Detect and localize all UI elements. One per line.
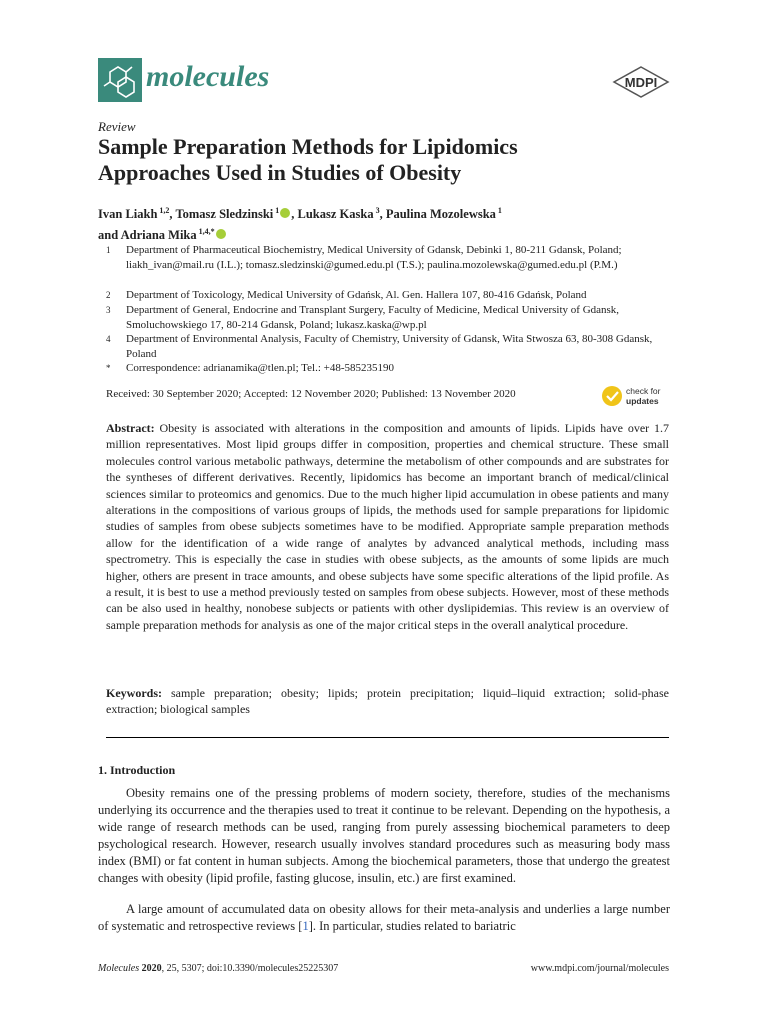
check-for-updates-button[interactable] [600, 383, 672, 414]
svg-text:updates: updates [626, 396, 659, 406]
svg-text:MDPI: MDPI [624, 75, 658, 90]
orcid-icon[interactable] [280, 208, 290, 218]
journal-logo-icon [98, 58, 142, 102]
keywords-label: Keywords: [106, 686, 162, 700]
affiliation-2: 2 Department of Toxicology, Medical University of Gdańsk, Al. Gen. Hallera 107, 80-416 Gdańsk, Poland [106, 289, 587, 301]
author-name: and Adriana Mika [98, 228, 197, 243]
abstract [106, 420, 669, 633]
section-heading: 1. Introduction [98, 763, 176, 777]
article-type: Review [98, 119, 136, 134]
author-affiliation-marker: 1 [273, 206, 280, 215]
divider [106, 737, 669, 738]
author-name: Lukasz Kaska [297, 207, 374, 222]
footer-url[interactable]: www.mdpi.com/journal/molecules [530, 963, 669, 974]
abstract-text: Obesity is associated with alterations in the composition and amounts of lipids. Lipids have over 1.7 million representatives. Most lipid groups differ in composition, properties and chemical structure. These small molecules control various metabolic pathways, determine the metabolism of other compounds and are substrates for the syntheses of different derivatives. Recently, lipidomics has become an important branch of medical/clinical sciences similar to proteomics and genomics. Due to the much higher lipid accumulation in obese patients and many alterations in the compositions of various groups of lipids, the methods used for sample preparations for lipidomic studies of samples from obese subjects sometimes have to be modified. Appropriate sample preparation methods allow for the identification of a wide range of analytes by advanced analytical methods, including mass spectrometry. This is especially the case in studies with obese subjects, as the amounts of some lipids are much higher, others are present in trace amounts, and obese subjects have some specific alterations of the lipid profile. As a result, it is best to use a method previously tested on samples from obese subjects. However, most of these methods can be also used in healthy, nonobese subjects or patients with other dyslipidemias. This review is an overview of sample preparation methods for analysis as one of the major critical steps in the overall analytical procedure. [106, 421, 669, 632]
author-affiliation-marker: 1,2 [157, 206, 170, 215]
affiliation-3: 3 Department of General, Endocrine and Transplant Surgery, Faculty of Medicine, Medical University of Gdansk, Smoluchowskiego 17, 80-214 Gdansk, Poland; lukasz.kaska@wp.pl [106, 304, 620, 331]
correspondence: * Correspondence: adrianamika@tlen.pl; Tel.: +48-585235190 [106, 362, 394, 374]
abstract-label: Abstract: [106, 421, 155, 435]
citation-link[interactable]: 1 [302, 919, 309, 933]
keywords [106, 685, 669, 718]
publication-dates: Received: 30 September 2020; Accepted: 12 November 2020; Published: 13 November 2020 [106, 388, 516, 400]
author-name: Paulina Mozolewska [385, 207, 496, 222]
article-title: Sample Preparation Methods for Lipidomics Approaches Used in Studies of Obesity [98, 134, 518, 185]
intro-paragraph-2: A large amount of accumulated data on obesity allows for their meta-analysis and underlies a large number of systematic and retrospective reviews [1]. In particular, studies related to bariatric [98, 902, 670, 933]
author-name: Ivan Liakh [98, 207, 158, 222]
author-affiliation-marker: 3 [373, 206, 380, 215]
keywords-text: sample preparation; obesity; lipids; protein precipitation; liquid–liquid extraction; solid-phase extraction; biological samples [106, 686, 670, 717]
author-name: Tomasz Sledzinski [175, 207, 274, 222]
journal-name: molecules [146, 60, 270, 93]
svg-text:check for: check for [626, 386, 661, 396]
author-affiliation-marker: 1 [495, 206, 502, 215]
author-list: Ivan Liakh $^{1,2}$, Tomasz Sledzinski $^1$ , Lukasz Kaska $^3$, Paulina Mozolewska $^1$ and Adriana Mika $^{1,4,*}$ [98, 206, 502, 243]
mdpi-logo [612, 66, 670, 103]
affiliation-1: 1 Department of Pharmaceutical Biochemistry, Medical University of Gdansk, Debinki 1, 80-211 Gdansk, Poland; liakh_ivan@mail.ru (I.L.); tomasz.sledzinski@gumed.edu.pl (T.S.); paulina.mozolewska@gumed.edu.pl (P.M.) [106, 244, 622, 271]
intro-paragraph-1: Obesity remains one of the pressing problems of modern society, therefore, studies of the mechanisms underlying its occurrence and the therapies used to treat it continue to be relevant. Depending on the hypothesis, a wide range of research methods can be used, ranging from purely assessing biochemical parameters to deep psychological research. However, research usually involves standard procedures such as measuring body mass index (BMI) or fat content in human subjects. Among the biochemical parameters, those that undergo the greatest changes with obesity (lipid profile, fasting glucose, insulin, etc.) are first examined. [98, 786, 670, 885]
author-affiliation-marker: 1,4,* [196, 227, 215, 237]
affiliation-4: 4 Department of Environmental Analysis, Faculty of Chemistry, University of Gdansk, Wita Stwosza 63, 80-308 Gdansk, Poland [106, 333, 653, 360]
orcid-icon[interactable] [216, 229, 226, 239]
footer-citation: Molecules 2020, 25, 5307; doi:10.3390/molecules25225307 [98, 963, 339, 974]
